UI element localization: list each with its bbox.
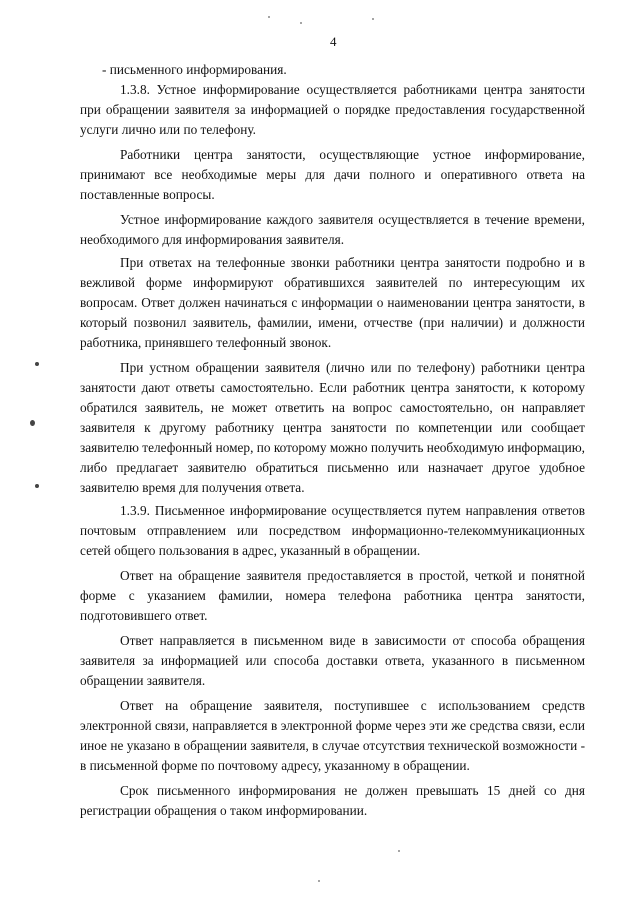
paragraph-oral-request: При устном обращении заявителя (лично или по телефону) работники центра занятости дают ответы самостоятельно. Если работник центра занятости, к которому обратился заявитель, не может ответить на вопрос самостоятельно, он направляет заявителя к другому работнику центра занятости по компетенции или сообщает заявителю телефонный номер, по которому можно получить необходимую информацию, либо предлагает заявителю обратиться письменно или назначает другое удобное заявителю время для получения ответа. [80, 360, 585, 495]
scan-speck [318, 880, 320, 882]
paragraph-1-3-9: 1.3.9. Письменное информирование осуществляется путем направления ответов почтовым отправлением или посредством информационно-телекоммуникационных сетей общего пользования в адрес, указанный в обращении. [80, 503, 585, 558]
page-number: 4 [330, 34, 337, 49]
paragraph-oral-duration: Устное информирование каждого заявителя осуществляется в течение времени, необходимого для информирования заявителя. [80, 212, 585, 247]
paragraph-staff-oral: Работники центра занятости, осуществляющие устное информирование, принимают все необходимые меры для дачи полного и оперативного ответа на поставленные вопросы. [80, 147, 585, 202]
scan-speck [398, 850, 400, 852]
margin-mark [35, 484, 39, 488]
scan-speck [268, 16, 270, 18]
paragraph-electronic-answer: Ответ на обращение заявителя, поступившее с использованием средств электронной связи, направляется в электронной форме через эти же средства связи, если иное не указано в обращении заявителя, в случае отсутствия технической возможности - в письменной форме по почтовому адресу, указанному в обращении. [80, 698, 585, 773]
scan-speck [372, 18, 374, 20]
paragraph-phone-calls: При ответах на телефонные звонки работники центра занятости подробно и в вежливой форме информируют обратившихся заявителей по интересующим их вопросам. Ответ должен начинаться с информации о наименовании центра занятости, в который позвонил заявитель, фамилии, имени, отчестве (при наличии) и должности работника, принявшего телефонный звонок. [80, 255, 585, 350]
margin-mark [35, 362, 39, 366]
document-body [80, 60, 585, 821]
paragraph-answer-form: Ответ на обращение заявителя предоставляется в простой, четкой и понятной форме с указанием фамилии, номера телефона работника центра занятости, подготовившего ответ. [80, 568, 585, 623]
paragraph-deadline: Срок письменного информирования не должен превышать 15 дней со дня регистрации обращения о таком информировании. [80, 783, 585, 818]
paragraph-1-3-8: 1.3.8. Устное информирование осуществляется работниками центра занятости при обращении заявителя за информацией о порядке предоставления государственной услуги лично или по телефону. [80, 82, 585, 137]
paragraph-continuation: - письменного информирования. [102, 62, 287, 77]
margin-mark [30, 420, 35, 426]
paragraph-answer-written: Ответ направляется в письменном виде в зависимости от способа обращения заявителя за информацией или способа доставки ответа, указанного в письменном обращении заявителя. [80, 633, 585, 688]
scan-speck [300, 22, 302, 24]
